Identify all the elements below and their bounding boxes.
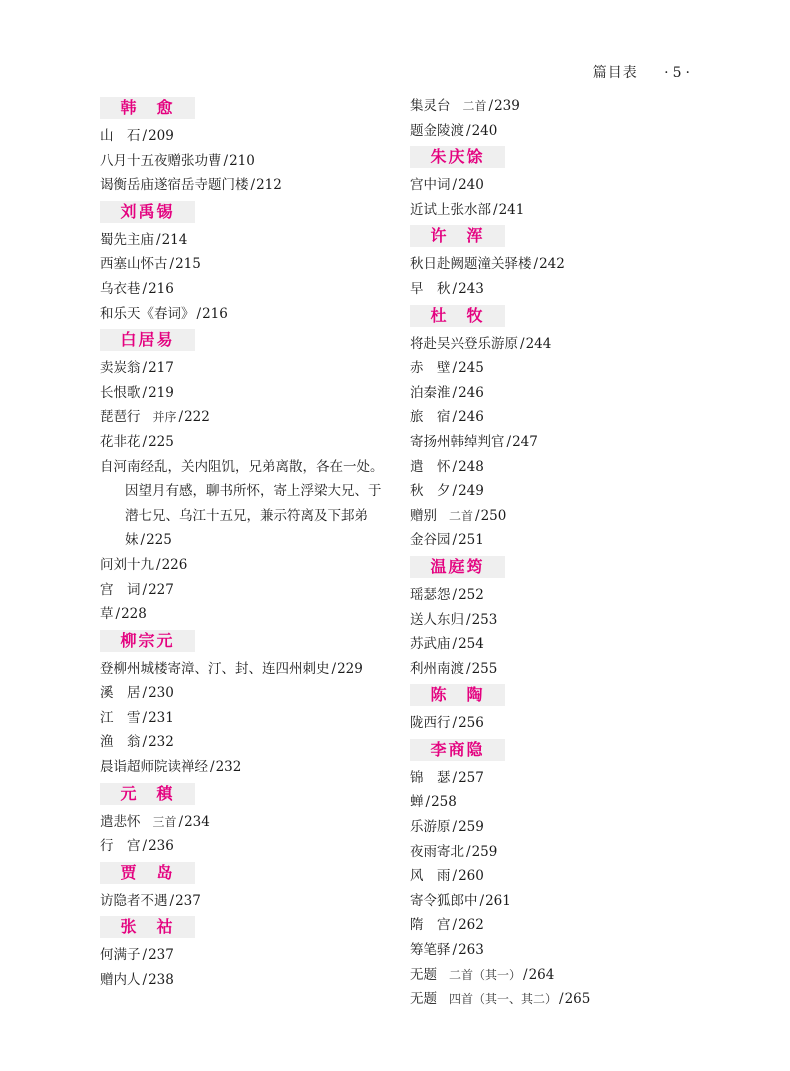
toc-entry[interactable] [100, 755, 390, 780]
author-heading: 杜 牧 [410, 305, 505, 327]
poem-title: 琵琶行 [100, 409, 141, 426]
toc-entry[interactable] [410, 632, 700, 657]
poem-title: 赠别 [410, 507, 437, 524]
page-ref: 216 [202, 305, 228, 322]
page-ref: 246 [458, 409, 484, 426]
separator: / [142, 947, 148, 964]
toc-entry[interactable] [410, 657, 700, 682]
separator: / [533, 256, 539, 273]
page-ref: 252 [458, 586, 484, 603]
page-ref: 209 [148, 128, 174, 144]
toc-entry[interactable] [100, 706, 390, 731]
page-ref: 244 [525, 335, 552, 352]
poem-title: 宫 词 [100, 581, 141, 598]
toc-entry[interactable] [410, 815, 700, 840]
separator: / [140, 532, 146, 549]
poem-title: 寄扬州韩绰判官 [410, 433, 505, 450]
separator: / [169, 256, 175, 273]
separator: / [488, 98, 494, 114]
toc-entry[interactable] [410, 790, 700, 815]
poem-title: 寄令狐郎中 [410, 892, 478, 909]
toc-entry[interactable] [410, 504, 700, 529]
page-ref: 231 [148, 709, 174, 726]
toc-column-left [100, 94, 390, 993]
poem-title: 陇西行 [410, 715, 451, 732]
toc-entry[interactable] [100, 381, 390, 406]
poem-title: 乌衣巷 [100, 280, 141, 297]
poem-title: 赤 壁 [410, 360, 451, 377]
poem-title: 蜀先主庙 [100, 231, 154, 248]
separator: / [142, 384, 148, 401]
poem-title: 无题 [410, 991, 437, 1008]
poem-title: 泊秦淮 [410, 384, 451, 401]
poem-title: 苏武庙 [410, 636, 451, 653]
separator: / [331, 660, 337, 677]
toc-entry[interactable] [410, 528, 700, 553]
poem-title: 草 [100, 606, 114, 623]
poem-title: 送人东归 [410, 611, 464, 628]
toc-entry[interactable] [410, 430, 700, 455]
page-ref: 225 [148, 433, 174, 450]
separator: / [142, 838, 148, 855]
toc-entry[interactable] [410, 381, 700, 406]
running-header [593, 62, 694, 82]
poem-note: 四首（其一、其二） [449, 992, 558, 1007]
poem-title: 登柳州城楼寄漳、汀、封、连四州刺史 [100, 660, 330, 677]
page-ref: 232 [148, 734, 174, 751]
separator: / [169, 892, 175, 909]
poem-title: 旅 宿 [410, 409, 451, 426]
page-ref: 219 [148, 384, 174, 401]
poem-title: 夜雨寄北 [410, 843, 464, 860]
page-ref: 264 [528, 966, 555, 983]
poem-title: 遣悲怀 [100, 813, 141, 830]
author-heading: 刘禹锡 [100, 201, 195, 223]
page-ref: 255 [471, 660, 498, 677]
separator: / [475, 507, 480, 524]
separator: / [466, 611, 471, 628]
toc-entry[interactable] [410, 889, 700, 914]
page-ref: 254 [458, 636, 484, 653]
page-ref: 241 [498, 201, 525, 218]
toc-entry[interactable] [410, 583, 700, 608]
poem-title: 赠内人 [100, 972, 141, 989]
poem-title: 自河南经乱，关内阻饥，兄弟离散，各在一处。因望月有感，聊书所怀，寄上浮梁大兄、于潜七兄、乌江十五兄，兼示符离及下邽弟妹 [100, 458, 384, 549]
page-ref: 229 [337, 660, 363, 677]
separator: / [178, 813, 184, 830]
page-ref: 258 [431, 794, 457, 811]
toc-entry[interactable] [410, 455, 700, 480]
toc-entry[interactable] [410, 608, 700, 633]
author-heading: 白居易 [100, 329, 195, 351]
separator: / [250, 177, 256, 194]
separator: / [523, 966, 528, 983]
toc-entry[interactable] [100, 277, 390, 302]
toc-entry[interactable] [100, 228, 390, 253]
separator: / [452, 917, 458, 934]
page-number-wrap: · 5 · [664, 65, 691, 81]
poem-title: 访隐者不遇 [100, 892, 168, 909]
poem-title: 瑶瑟怨 [410, 586, 451, 603]
poem-note: 并序 [152, 410, 177, 425]
toc-entry[interactable] [100, 968, 390, 993]
separator: / [452, 942, 458, 959]
page-ref: 236 [148, 838, 174, 855]
poem-title: 近试上张水部 [410, 201, 491, 218]
poem-title: 八月十五夜赠张功曹 [100, 152, 222, 169]
page-ref: 259 [458, 819, 484, 836]
page-ref: 239 [494, 98, 520, 114]
separator: / [223, 152, 229, 169]
poem-title: 何满子 [100, 947, 141, 964]
page-ref: 232 [215, 759, 242, 776]
separator: / [452, 280, 458, 297]
toc-entry[interactable] [100, 943, 390, 968]
separator: / [156, 231, 161, 248]
toc-entry[interactable] [410, 766, 700, 791]
separator: / [452, 586, 458, 603]
page-ref: 237 [148, 947, 174, 964]
page-ref: 227 [148, 581, 174, 598]
author-heading: 韩 愈 [100, 97, 195, 119]
page-ref: 226 [161, 556, 188, 573]
toc-entry[interactable] [100, 889, 390, 914]
page-ref: 250 [480, 507, 507, 524]
poem-title: 山 石 [100, 128, 141, 144]
toc-entry[interactable] [100, 356, 390, 381]
toc-entry[interactable] [100, 252, 390, 277]
page-ref: 217 [148, 360, 174, 377]
page-ref: 253 [471, 611, 498, 628]
separator: / [559, 991, 564, 1008]
poem-title: 和乐天《春词》 [100, 305, 195, 322]
toc-entry[interactable] [100, 578, 390, 603]
separator: / [452, 360, 458, 377]
poem-title: 风 雨 [410, 868, 451, 885]
toc-entry[interactable] [410, 913, 700, 938]
toc-entry[interactable] [100, 553, 390, 578]
toc-entry[interactable] [410, 173, 700, 198]
toc-entry[interactable] [100, 149, 390, 174]
toc-entry[interactable] [100, 455, 390, 553]
toc-entry[interactable] [100, 405, 390, 430]
separator: / [452, 769, 458, 786]
page-ref: 247 [512, 433, 538, 450]
page-ref: 260 [458, 868, 484, 885]
poem-title: 隋 宫 [410, 917, 451, 934]
toc-entry[interactable] [100, 430, 390, 455]
toc-entry[interactable] [410, 864, 700, 889]
poem-title: 西塞山怀古 [100, 256, 168, 273]
separator: / [425, 794, 431, 811]
poem-title: 蝉 [410, 794, 424, 811]
page-ref: 240 [471, 122, 498, 139]
page-ref: 237 [175, 892, 201, 909]
page-ref: 246 [458, 384, 484, 401]
author-heading: 张 祜 [100, 916, 195, 938]
author-heading: 李商隐 [410, 739, 505, 761]
separator: / [452, 636, 458, 653]
poem-title: 题金陵渡 [410, 122, 464, 139]
page-number: 5 [672, 65, 683, 81]
toc-entry[interactable] [100, 302, 390, 327]
separator: / [142, 360, 148, 377]
separator: / [452, 483, 458, 500]
page-ref: 216 [148, 280, 174, 297]
poem-note: 二首 [462, 99, 487, 113]
toc-entry[interactable] [410, 252, 700, 277]
separator: / [142, 972, 148, 989]
page-ref: 230 [148, 685, 174, 702]
poem-title: 秋日赴阙题潼关驿楼 [410, 256, 532, 273]
page-ref: 243 [458, 280, 484, 297]
page-ref: 265 [564, 991, 591, 1008]
page-ref: 242 [539, 256, 565, 273]
separator: / [466, 660, 471, 677]
toc-entry[interactable] [100, 810, 390, 835]
page-ref: 225 [146, 532, 172, 549]
poem-note: 二首（其一） [449, 967, 522, 982]
author-heading: 陈 陶 [410, 684, 505, 706]
poem-note: 三首 [152, 814, 177, 829]
toc-entry[interactable] [410, 198, 700, 223]
separator: / [142, 280, 148, 297]
separator: / [452, 409, 458, 426]
separator: / [452, 715, 458, 732]
poem-title: 遣 怀 [410, 458, 451, 475]
toc-entry[interactable] [410, 963, 700, 988]
page-ref: 210 [229, 152, 255, 169]
separator: / [520, 335, 525, 352]
author-heading: 贾 岛 [100, 862, 195, 884]
separator: / [452, 177, 458, 194]
poem-title: 筹笔驿 [410, 942, 451, 959]
toc-entry[interactable] [100, 124, 390, 149]
poem-title: 利州南渡 [410, 660, 464, 677]
poem-title: 无题 [410, 966, 437, 983]
toc-entry[interactable] [410, 711, 700, 736]
separator: / [142, 685, 148, 702]
page-ref: 238 [148, 972, 174, 989]
toc-entry[interactable] [100, 657, 390, 682]
separator: / [142, 709, 148, 726]
separator: / [142, 581, 148, 598]
poem-title: 晨诣超师院读禅经 [100, 759, 208, 776]
poem-title: 宫中词 [410, 177, 451, 194]
poem-title: 将赴吴兴登乐游原 [410, 335, 518, 352]
toc-entry[interactable] [100, 173, 390, 198]
page-ref: 263 [458, 942, 484, 959]
toc-entry[interactable] [410, 987, 700, 1012]
separator: / [466, 843, 471, 860]
poem-title: 行 宫 [100, 838, 141, 855]
separator: / [452, 458, 458, 475]
separator: / [479, 892, 485, 909]
page-ref: 215 [175, 256, 201, 273]
toc-entry[interactable] [410, 479, 700, 504]
page-ref: 262 [458, 917, 484, 934]
separator: / [493, 201, 498, 218]
separator: / [452, 384, 458, 401]
separator: / [210, 759, 215, 776]
poem-title: 问刘十九 [100, 556, 154, 573]
author-heading: 柳宗元 [100, 630, 195, 652]
toc-entry[interactable] [410, 356, 700, 381]
page-ref: 259 [471, 843, 498, 860]
page-ref: 261 [485, 892, 511, 909]
separator: / [466, 122, 471, 139]
toc-entry[interactable] [100, 834, 390, 859]
toc-entry[interactable] [410, 938, 700, 963]
poem-title: 渔 翁 [100, 734, 141, 751]
toc-entry[interactable] [410, 405, 700, 430]
poem-title: 溪 居 [100, 685, 141, 702]
poem-title: 长恨歌 [100, 384, 141, 401]
page-ref: 257 [458, 769, 484, 786]
poem-title: 江 雪 [100, 709, 141, 726]
poem-title: 秋 夕 [410, 483, 451, 500]
separator: / [506, 433, 512, 450]
toc-entry[interactable] [410, 119, 700, 144]
page-ref: 240 [458, 177, 484, 194]
toc-entry[interactable] [100, 681, 390, 706]
poem-title: 金谷园 [410, 532, 451, 549]
toc-entry[interactable] [410, 94, 700, 119]
separator: / [142, 433, 148, 450]
separator: / [452, 819, 458, 836]
separator: / [142, 128, 148, 144]
page-ref: 214 [161, 231, 188, 248]
separator: / [452, 868, 458, 885]
toc-entry[interactable] [410, 332, 700, 357]
toc-entry[interactable] [100, 730, 390, 755]
toc-entry[interactable] [410, 840, 700, 865]
page-ref: 248 [458, 458, 484, 475]
poem-title: 集灵台 [410, 98, 451, 114]
toc-entry[interactable] [100, 602, 390, 627]
poem-note: 二首 [449, 508, 474, 523]
poem-title: 谒衡岳庙遂宿岳寺题门楼 [100, 177, 249, 194]
separator: / [156, 556, 161, 573]
separator: / [178, 409, 184, 426]
toc-entry[interactable] [410, 277, 700, 302]
author-heading: 许 浑 [410, 225, 505, 247]
separator: / [115, 606, 121, 623]
separator: / [196, 305, 202, 322]
section-title: 篇目表 [592, 65, 638, 81]
author-heading: 元 稹 [100, 783, 195, 805]
poem-title: 卖炭翁 [100, 360, 141, 377]
page-ref: 228 [121, 606, 147, 623]
separator: / [142, 734, 148, 751]
poem-title: 锦 瑟 [410, 769, 451, 786]
poem-title: 乐游原 [410, 819, 451, 836]
page-ref: 212 [256, 177, 282, 194]
page-ref: 222 [184, 409, 210, 426]
page-ref: 234 [184, 813, 210, 830]
poem-title: 早 秋 [410, 280, 451, 297]
page-ref: 245 [458, 360, 484, 377]
toc-column-right [410, 94, 700, 1012]
page-ref: 256 [458, 715, 484, 732]
poem-title: 花非花 [100, 433, 141, 450]
author-heading: 朱庆馀 [410, 146, 505, 168]
page-ref: 251 [458, 532, 484, 549]
author-heading: 温庭筠 [410, 556, 505, 578]
separator: / [452, 532, 458, 549]
page-ref: 249 [458, 483, 484, 500]
